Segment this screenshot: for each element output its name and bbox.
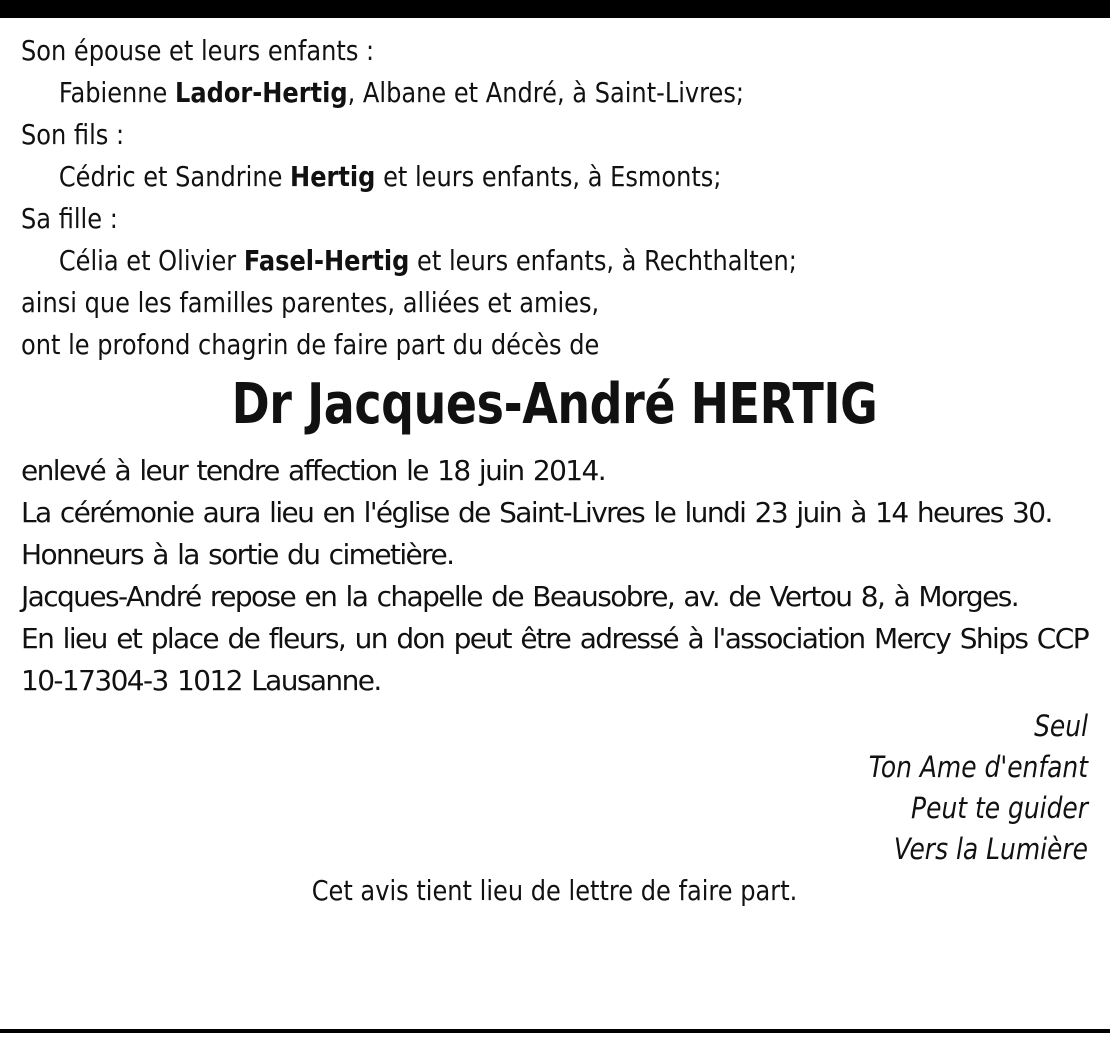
poem-line: Vers la Lumière	[893, 832, 1088, 866]
son-line	[21, 156, 939, 198]
daughter-surname: Fasel-Hertig	[243, 244, 410, 277]
obituary-notice	[21, 30, 1088, 912]
poem-line: Peut te guider	[911, 791, 1088, 825]
poem-line: Seul	[1034, 709, 1088, 743]
son-surname: Hertig	[290, 160, 376, 193]
spouse-heading: Son épouse et leurs enfants :	[21, 34, 375, 67]
daughter-line-prefix: Célia et Olivier	[58, 244, 244, 277]
resting-place-text: Jacques-André repose en la chapelle de Beausobre, av. de Vertou 8, à Morges.	[21, 580, 1019, 613]
passing-text: enlevé à leur tendre affection le 18 juin 2014.	[21, 454, 606, 487]
poem-verse	[21, 706, 1088, 870]
closing-note: Cet avis tient lieu de lettre de faire part.	[311, 874, 798, 907]
announce-line: ont le profond chagrin de faire part du décès de	[21, 328, 600, 361]
poem-line: Ton Ame d'enfant	[868, 750, 1088, 784]
top-border-rule	[0, 0, 1110, 18]
others-line: ainsi que les familles parentes, alliées et amies,	[21, 286, 600, 319]
ceremony-text: La cérémonie aura lieu en l'église de Saint-Livres le lundi 23 juin à 14 heures 30.	[21, 496, 1052, 529]
deceased-name: Dr Jacques-André HERTIG	[231, 372, 878, 437]
daughter-heading: Sa fille :	[21, 202, 118, 235]
spouse-line-prefix: Fabienne	[58, 76, 176, 109]
bottom-border-rule	[0, 1029, 1110, 1033]
donation-text: En lieu et place de fleurs, un don peut être adressé à l'association Mercy Ships CCP 10-17304-3 1012 Lausanne.	[21, 622, 1088, 697]
daughter-line	[21, 240, 939, 282]
honours-text: Honneurs à la sortie du cimetière.	[21, 538, 454, 571]
spouse-surname: Lador-Hertig	[175, 76, 348, 109]
spouse-line	[21, 72, 939, 114]
son-line-suffix: et leurs enfants, à Esmonts;	[375, 160, 722, 193]
son-line-prefix: Cédric et Sandrine	[58, 160, 291, 193]
daughter-line-suffix: et leurs enfants, à Rechthalten;	[409, 244, 797, 277]
spouse-line-suffix: , Albane et André, à Saint-Livres;	[347, 76, 745, 109]
son-heading: Son fils :	[21, 118, 125, 151]
